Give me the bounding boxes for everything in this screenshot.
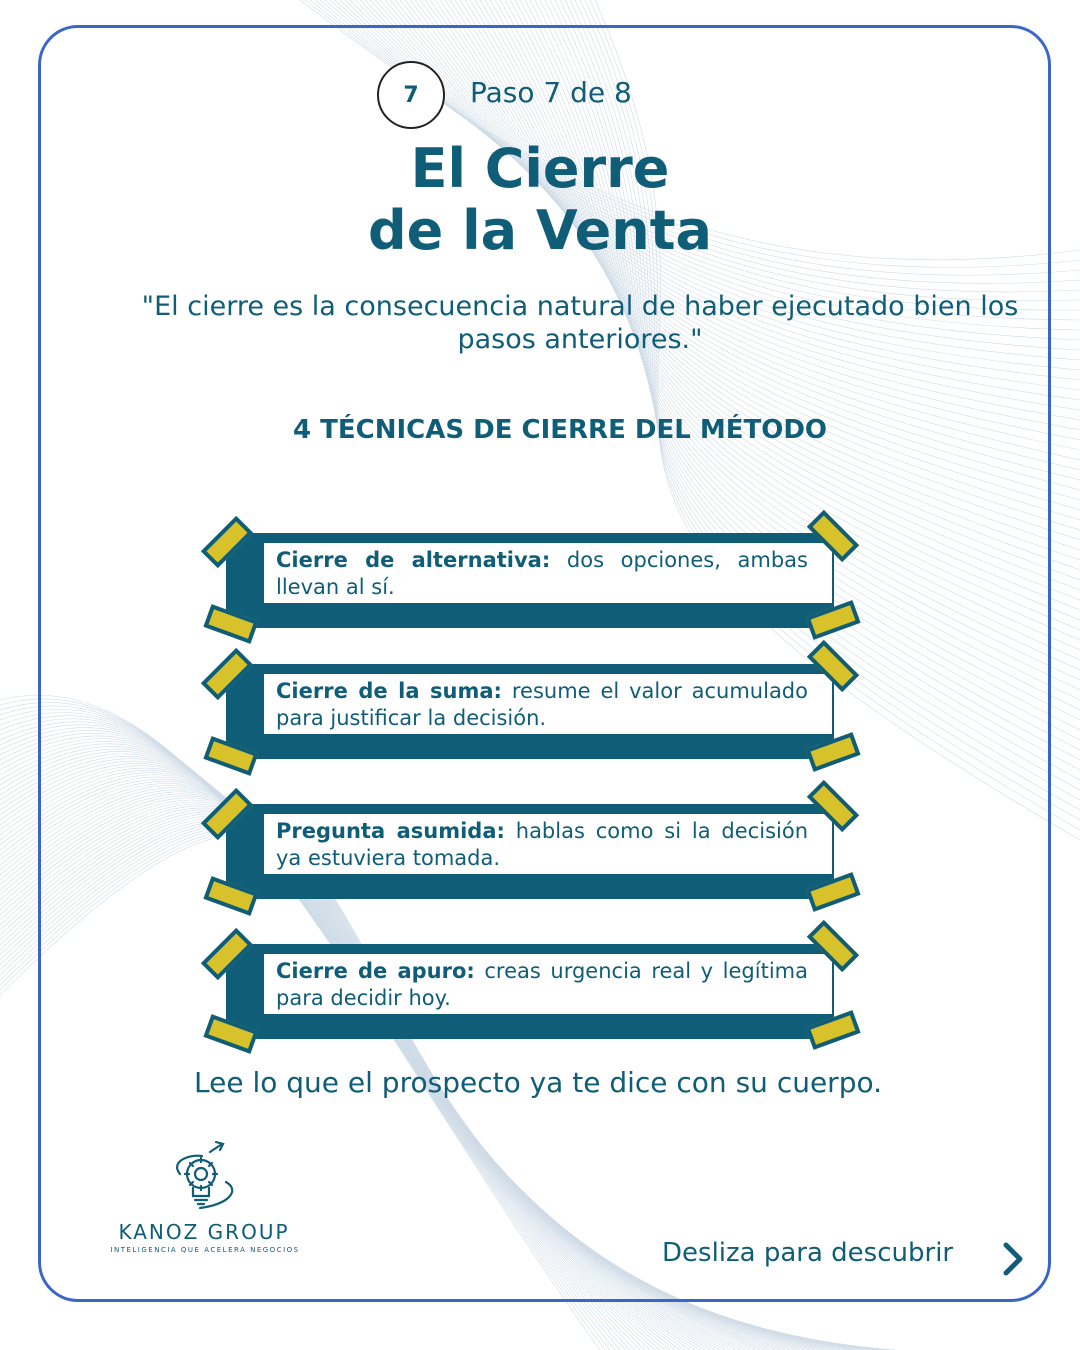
technique-description: creas urgencia real y legítima para decidir hoy. <box>276 959 808 1010</box>
technique-card-content <box>264 814 832 874</box>
quote-text: "El cierre es la consecuencia natural de haber ejecutado bien los pasos anteriores." <box>141 291 1019 355</box>
technique-card <box>226 944 834 1039</box>
step-number-badge: 7 <box>377 61 445 129</box>
page-title <box>0 138 1080 262</box>
technique-card <box>226 664 834 759</box>
brand-logo <box>100 1138 310 1268</box>
lightbulb-gear-icon <box>100 1138 310 1218</box>
brand-name: KANOZ GROUP <box>118 1220 290 1244</box>
technique-description: dos opciones, ambas llevan al sí. <box>276 548 808 599</box>
technique-card-content <box>264 674 832 734</box>
technique-name: Cierre de la suma: <box>276 679 502 703</box>
brand-tagline: INTELIGENCIA QUE ACELERA NEGOCIOS <box>110 1246 300 1254</box>
technique-description: resume el valor acumulado para justificar la decisión. <box>276 679 808 730</box>
section-heading: 4 TÉCNICAS DE CIERRE DEL MÉTODO <box>292 415 827 445</box>
page-title-line-2: de la Venta <box>368 199 712 262</box>
chevron-right-icon[interactable] <box>998 1240 1028 1278</box>
technique-description: hablas como si la decisión ya estuviera tomada. <box>276 819 808 870</box>
swipe-hint[interactable]: Desliza para descubrir <box>662 1238 954 1268</box>
technique-card <box>226 804 834 899</box>
technique-card-content <box>264 954 832 1014</box>
closing-line: Lee lo que el prospecto ya te dice con su cuerpo. <box>193 1066 883 1099</box>
technique-name: Cierre de apuro: <box>276 959 475 983</box>
technique-name: Cierre de alternativa: <box>276 548 551 572</box>
technique-card-content <box>264 543 832 603</box>
technique-name: Pregunta asumida: <box>276 819 505 843</box>
technique-card <box>226 533 834 628</box>
page-title-line-1: El Cierre <box>410 137 670 200</box>
step-label: Paso 7 de 8 <box>470 76 632 109</box>
